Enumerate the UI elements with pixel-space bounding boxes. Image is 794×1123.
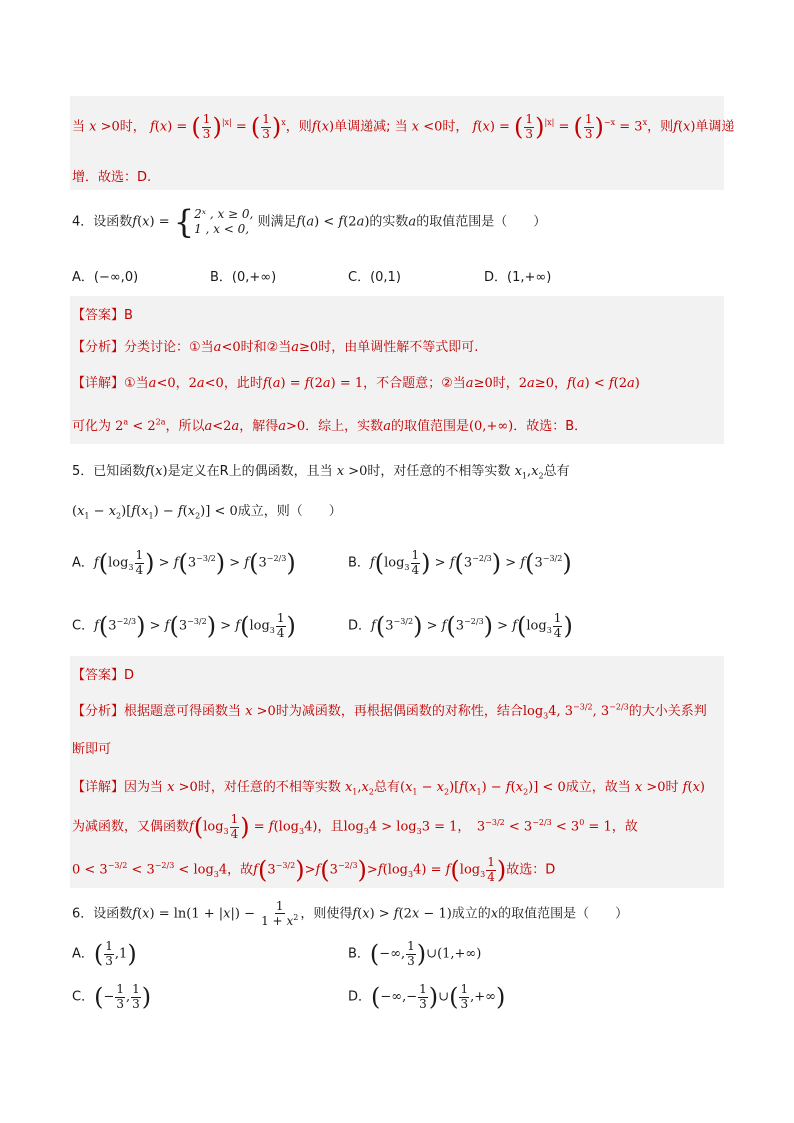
q5-answer-block (70, 656, 724, 888)
q6-stem: 6．设函数f(x) = ln(1 + |x|) − $\frac{1}{1 + x^2}$ ，则使得f(x) > f(2x − 1)成立的x的取值范围是（ ） (72, 899, 629, 929)
q5-detail-line2: 为减函数，又偶函数$f(\log_3$ $\frac{1}{4}$ ) = $f(\log_34)$，且$\log_34 > \log_33 = 1$， $3^{-3/2} < 3^{-2/3} < 3^0 = 1$，故 (72, 812, 638, 841)
q3-detail-line2: 增．故选：D. (72, 170, 152, 185)
q4-detail-line2: 可化为 $2^a < 2^{2a}$，所以a<2a，解得a>0．综上，实数a的取值范围是(0,+∞)．故选：B． (72, 417, 588, 434)
q5-option-b[interactable]: B．$f(\log_3$ $\frac{1}{4}$ ) > $f(3^{-2/3}) > f(3^{-3/2})$ (348, 548, 572, 577)
q5-option-c[interactable]: C．$f(3^{-2/3}) > f(3^{-3/2}) > f(\log_3$ $\frac{1}{4}$ ) (72, 611, 296, 640)
q4-stem: 4．设函数f(x) = { 2ˣ , x ≥ 0, 1 , x < 0, 则满足f(a) < f(2a)的实数a的取值范围是（ ） (72, 203, 547, 241)
q5-detail-line1: 【详解】因为当 x >0时，对任意的不相等实数 $x_1,x_2$总有$(x_1 - x_2)[f(x_1) - f(x_2)] < 0$成立，故当 x >0时 f(x) (72, 780, 705, 797)
q4-option-b[interactable]: B．(0,+∞) (210, 270, 277, 285)
q5-analysis-line2: 断即可 (72, 742, 112, 757)
q6-option-d[interactable]: D．(−∞,− $\frac{1}{3}$ )∪( $\frac{1}{3}$ ,+∞) (348, 982, 506, 1011)
q4-option-c[interactable]: C．(0,1) (348, 270, 401, 285)
q4-answer: 【答案】B (72, 308, 133, 323)
q4-detail-line1: 【详解】①当a<0，2a<0，此时f(a) = f(2a) = 1，不合题意；②当a≥0时，2a≥0，f(a) < f(2a) (72, 376, 640, 391)
q5-detail-line3: $0 < 3^{-3/2} < 3^{-2/3} < \log_34$，故$f(3^{-3/2})>f(3^{-2/3})>f(\log_34) = f(\log_3$ $\frac{1}{4}$ )故选：D (72, 855, 556, 884)
q5-answer: 【答案】D (72, 668, 135, 683)
q5-option-d[interactable]: D．$f(3^{-3/2}) > f(3^{-2/3}) > f(\log_3$ $\frac{1}{4}$ ) (348, 611, 573, 640)
q4-analysis: 【分析】分类讨论：①当a<0时和②当a≥0时，由单调性解不等式即可. (72, 340, 479, 355)
q3-detail-line1: 当 x >0时， f(x) = ( $\frac{1}{3}$ )$^{|x|}$ = ( $\frac{1}{3}$ )$^x$，则f(x)单调递减; 当 x <0时， f(x) = ( $\frac{1}{3}$ )$^{|x|}$ = ( $\frac{1}{3}$ )$^{-x} = 3^x$，则f(x)单调递 (72, 112, 735, 141)
q5-stem-line1: 5．已知函数f(x)是定义在R上的偶函数，且当 x >0时，对任意的不相等实数 $x_1,x_2$总有 (72, 464, 570, 481)
q5-analysis-line1: 【分析】根据题意可得函数当 x >0时为减函数，再根据偶函数的对称性，结合$\log_34$, $3^{-3/2}$, $3^{-2/3}$的大小关系判 (72, 702, 707, 721)
q3-detail-block (70, 96, 724, 190)
q4-option-a[interactable]: A．(−∞,0) (72, 270, 139, 285)
q6-option-b[interactable]: B．(−∞, $\frac{1}{3}$ )∪(1,+∞) (348, 939, 482, 968)
q5-option-a[interactable]: A．$f(\log_3$ $\frac{1}{4}$ ) > $f(3^{-3/2}) > f(3^{-2/3})$ (72, 548, 296, 577)
q4-option-d[interactable]: D．(1,+∞) (484, 270, 552, 285)
q5-stem-line2: $(x_1 - x_2)[f(x_1) - f(x_2)] < 0$成立，则（ ） (72, 504, 342, 521)
q6-option-a[interactable]: A．( $\frac{1}{3}$ ,1) (72, 939, 137, 968)
q6-option-c[interactable]: C．(− $\frac{1}{3}$ , $\frac{1}{3}$ ) (72, 982, 152, 1011)
